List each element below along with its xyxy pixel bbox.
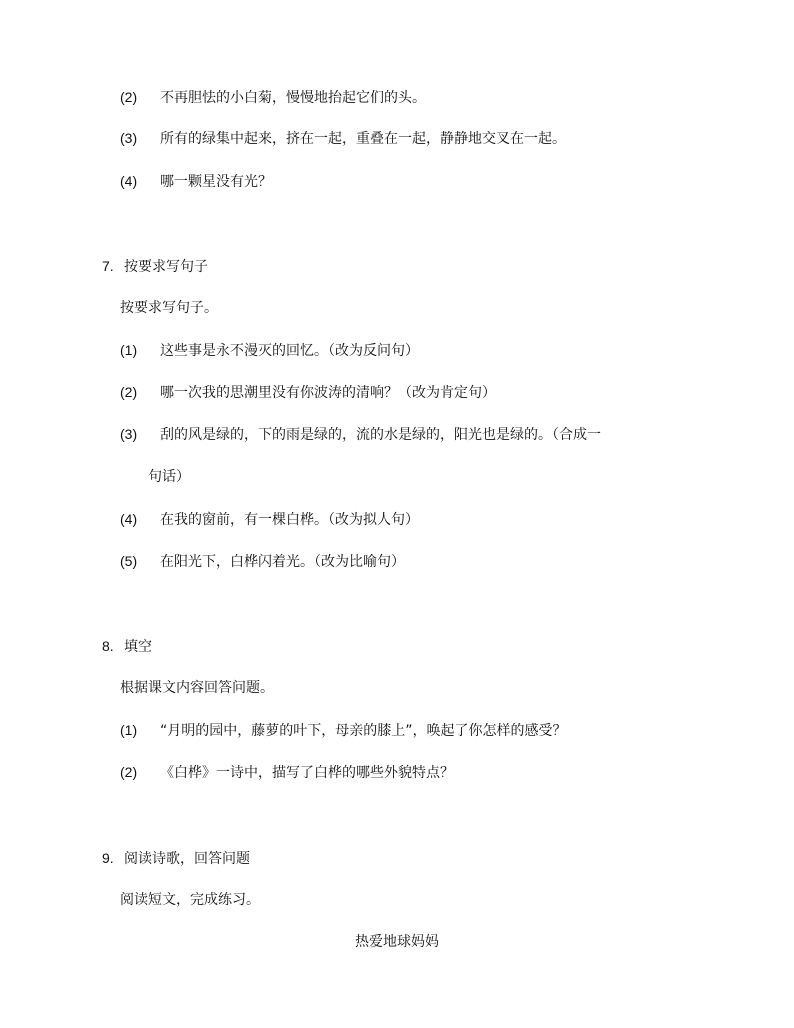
item-text: 哪一颗星没有光？ <box>160 174 272 190</box>
section-title: 填空 <box>124 639 152 655</box>
item-number: (1) <box>120 722 138 738</box>
section-instruction: 根据课文内容回答问题。 <box>120 680 274 696</box>
question-item <box>120 763 454 782</box>
question-item <box>120 721 567 740</box>
item-number: (5) <box>120 553 138 569</box>
section-number: 8. <box>102 638 114 654</box>
question-item <box>120 425 601 444</box>
item-text-continuation: 句话） <box>148 469 190 485</box>
item-number: (2) <box>120 384 138 400</box>
section-number: 9. <box>102 850 114 866</box>
item-text: 不再胆怯的小白菊，慢慢地抬起它们的头。 <box>160 90 426 106</box>
question-item <box>120 383 496 402</box>
section-heading <box>102 257 208 276</box>
item-text: 在我的窗前，有一棵白桦。（改为拟人句） <box>160 512 419 528</box>
item-text: 所有的绿集中起来，挤在一起，重叠在一起，静静地交叉在一起。 <box>160 131 566 147</box>
item-text: 在阳光下，白桦闪着光。（改为比喻句） <box>160 554 405 570</box>
question-item <box>120 510 419 529</box>
question-item <box>120 341 419 360</box>
item-number: (3) <box>120 130 138 146</box>
section-title: 阅读诗歌，回答问题 <box>124 851 250 867</box>
section-instruction: 按要求写句子。 <box>120 300 218 316</box>
item-number: (1) <box>120 342 138 358</box>
item-number: (2) <box>120 89 138 105</box>
question-item <box>120 129 566 148</box>
item-text: 哪一次我的思潮里没有你波涛的清响？（改为肯定句） <box>160 385 496 401</box>
item-number: (3) <box>120 426 138 442</box>
item-text: 《白桦》一诗中，描写了白桦的哪些外貌特点？ <box>160 765 454 781</box>
passage-title: 热爱地球妈妈 <box>355 934 439 950</box>
item-number: (4) <box>120 173 138 189</box>
section-heading <box>102 849 250 868</box>
question-item <box>120 552 405 571</box>
item-text: 刮的风是绿的，下的雨是绿的，流的水是绿的，阳光也是绿的。（合成一 <box>160 427 601 443</box>
section-heading <box>102 637 152 656</box>
question-item <box>120 172 272 191</box>
item-text: 这些事是永不漫灭的回忆。（改为反问句） <box>160 343 419 359</box>
section-number: 7. <box>102 258 114 274</box>
item-text: “月明的园中，藤萝的叶下，母亲的膝上”，唤起了你怎样的感受？ <box>160 723 567 739</box>
section-title: 按要求写句子 <box>124 259 208 275</box>
question-item <box>120 88 426 107</box>
item-number: (2) <box>120 764 138 780</box>
item-number: (4) <box>120 511 138 527</box>
section-instruction: 阅读短文，完成练习。 <box>120 892 260 908</box>
